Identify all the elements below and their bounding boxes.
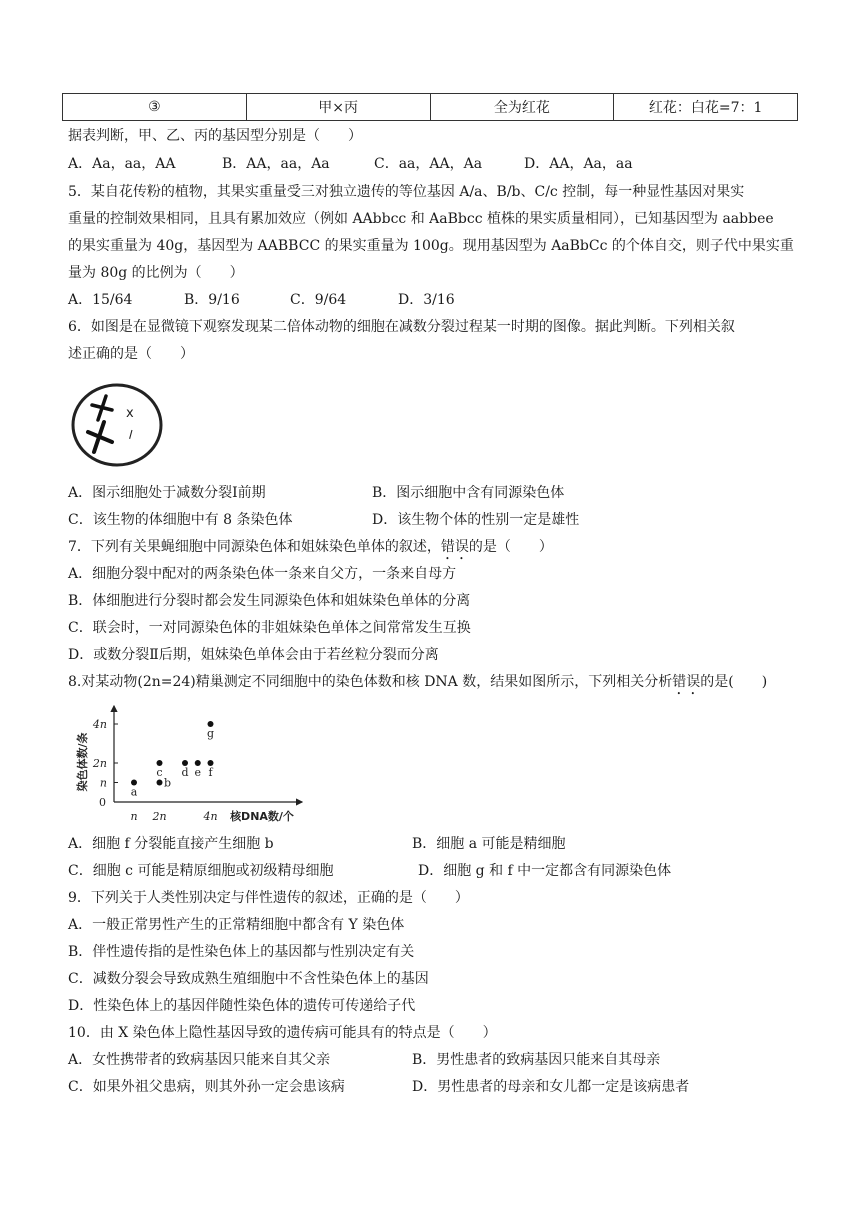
emphasis-text: 错误 <box>440 539 469 555</box>
q10-option-c: C．如果外祖父患病，则其外孙一定会患该病 <box>68 1079 345 1095</box>
q7-option-a: A．细胞分裂中配对的两条染色体一条来自父方，一条来自母方 <box>68 566 457 582</box>
q7-option-c: C．联会时，一对同源染色体的非姐妹染色单体之间常常发生互换 <box>68 620 471 636</box>
chromosome <box>92 396 112 420</box>
cell-diagram <box>70 382 166 468</box>
q4-option-c: C．aa，AA，Aa <box>374 156 483 172</box>
stem-text: 7．下列有关果蝇细胞中同源染色体和姐妹染色单体的叙述， <box>68 539 441 555</box>
question-4-stem: 据表判断，甲、乙、丙的基因型分别是（ ） <box>68 128 362 144</box>
stem-text: 的是（ ） <box>468 539 553 555</box>
stem-text: 8.对某动物(2n=24)精巢测定不同细胞中的染色体数和核 DNA 数，结果如图所示，下列相关分析 <box>68 674 673 690</box>
q10-option-d: D．男性患者的母亲和女儿都一定是该病患者 <box>412 1079 690 1095</box>
question-5-line: 重量的控制效果相同，且具有累加效应（例如 AAbbcc 和 AaBbcc 植株的果实质量相同），已知基因型为 aabbee <box>68 211 774 227</box>
q10-option-a: A．女性携带者的致病基因只能来自其父亲 <box>68 1052 331 1068</box>
q4-option-d: D．AA，Aa，aa <box>524 156 633 172</box>
data-point-label: c <box>156 766 163 779</box>
x-tick-label: 2n <box>152 810 167 823</box>
q8-option-a: A．细胞 f 分裂能直接产生细胞 b <box>68 836 274 852</box>
y-axis-label: 染色体数/条 <box>76 732 89 792</box>
question-7-stem <box>68 538 553 563</box>
table-cell: 全为红花 <box>430 94 614 121</box>
q5-option-d: D．3/16 <box>398 292 455 308</box>
chromosome-dna-scatter-chart <box>70 700 320 828</box>
question-5-line: 5．某自花传粉的植物，其果实重量受三对独立遗传的等位基因 A/a、B/b、C/c 控制，每一种显性基因对果实 <box>68 184 745 200</box>
stem-text: 的是( ) <box>700 674 768 690</box>
emphasis-text: 错误 <box>672 674 701 690</box>
q8-option-c: C．细胞 c 可能是精原细胞或初级精母细胞 <box>68 863 334 879</box>
q4-option-b: B．AA，aa，Aa <box>222 156 330 172</box>
origin-tick-label: 0 <box>99 796 106 809</box>
data-point-label: f <box>208 766 213 779</box>
chromosome <box>88 422 112 452</box>
chromosome-label: x <box>126 406 134 421</box>
y-tick-label: n <box>99 776 107 790</box>
question-5-line: 的果实重量为 40g，基因型为 AABBCC 的果实重量为 100g。现用基因型为 AaBbCc 的个体自交，则子代中果实重 <box>68 238 794 254</box>
table-row <box>63 94 798 121</box>
x-tick-label: n <box>130 810 138 823</box>
question-8-stem <box>68 673 767 698</box>
q5-option-c: C．9/64 <box>290 292 347 308</box>
question-5-line: 量为 80g 的比例为（ ） <box>68 265 244 281</box>
q7-option-d: D．或数分裂Ⅱ后期，姐妹染色单体会由于若丝粒分裂而分离 <box>68 647 439 663</box>
data-point-b <box>157 780 163 786</box>
table-cell: 甲×丙 <box>246 94 430 121</box>
question-9-stem: 9．下列关于人类性别决定与伴性遗传的叙述，正确的是（ ） <box>68 890 469 906</box>
q8-option-b: B．细胞 a 可能是精细胞 <box>412 836 566 852</box>
y-tick-label: 4n <box>92 718 107 731</box>
data-point-label: d <box>181 766 189 779</box>
table-cell: ③ <box>63 94 247 121</box>
question-10-stem: 10．由 X 染色体上隐性基因导致的遗传病可能具有的特点是（ ） <box>68 1025 497 1041</box>
q4-option-a: A．Aa，aa，AA <box>68 156 176 172</box>
x-tick-label: 4n <box>203 810 218 823</box>
question-6-line: 述正确的是（ ） <box>68 346 194 362</box>
data-point-label: b <box>163 776 172 790</box>
chromosome-label: l <box>127 427 135 443</box>
table-cell: 红花：白花=7：1 <box>614 94 798 121</box>
q9-option-d: D．性染色体上的基因伴随性染色体的遗传可传递给子代 <box>68 998 416 1014</box>
data-point-label: a <box>130 785 138 799</box>
q8-option-d: D．细胞 g 和 f 中一定都含有同源染色体 <box>418 863 672 879</box>
data-point-label: e <box>194 766 202 779</box>
q7-option-b: B．体细胞进行分裂时都会发生同源染色体和姐妹染色单体的分离 <box>68 593 471 609</box>
question-6-line: 6．如图是在显微镜下观察发现某二倍体动物的细胞在减数分裂过程某一时期的图像。据此判断。下列相关叙 <box>68 319 735 335</box>
q6-option-d: D．该生物个体的性别一定是雄性 <box>372 512 580 528</box>
q5-option-a: A．15/64 <box>68 292 133 308</box>
q10-option-b: B．男性患者的致病基因只能来自其母亲 <box>412 1052 661 1068</box>
q9-option-c: C．减数分裂会导致成熟生殖细胞中不含性染色体上的基因 <box>68 971 429 987</box>
q9-option-a: A．一般正常男性产生的正常精细胞中都含有 Y 染色体 <box>68 917 405 933</box>
y-tick-label: 2n <box>92 757 107 770</box>
cross-result-table <box>62 93 798 121</box>
q6-option-c: C．该生物的体细胞中有 8 条染色体 <box>68 512 293 528</box>
q5-option-b: B．9/16 <box>184 292 240 308</box>
data-point-label: g <box>206 727 215 740</box>
cell-membrane <box>73 385 161 465</box>
q9-option-b: B．伴性遗传指的是性染色体上的基因都与性别决定有关 <box>68 944 415 960</box>
x-axis-label: 核DNA数/个 <box>230 810 294 823</box>
q6-option-b: B．图示细胞中含有同源染色体 <box>372 485 565 501</box>
q6-option-a: A．图示细胞处于减数分裂Ⅰ前期 <box>68 485 266 501</box>
